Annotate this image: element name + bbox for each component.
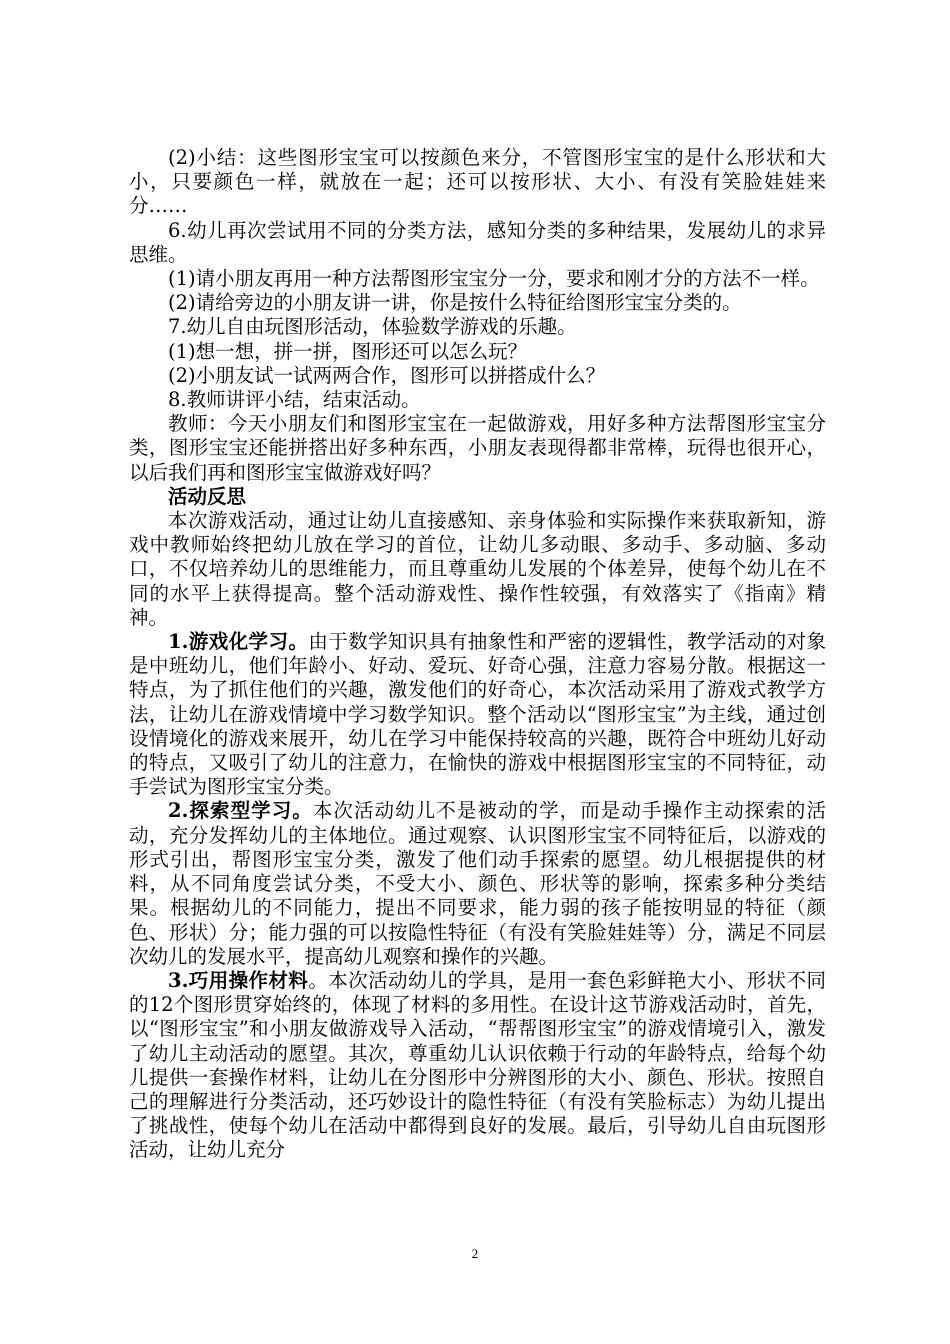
reflection-point-1-text: 由于数学知识具有抽象性和严密的逻辑性，教学活动的对象是中班幼儿，他们年龄小、好动、爱玩、好奇心强，注意力容易分散。根据这一特点，为了抓住他们的兴趣，激发他们的好奇心，本次活动采用了游戏式教学方法，让幼儿在游戏情境中学习数学知识。整个活动以“图形宝宝”为主线，通过创设情境化的游戏来展开，幼儿在学习中能保持较高的兴趣，既符合中班幼儿好动的特点，又吸引了幼儿的注意力，在愉快的游戏中根据图形宝宝的不同特征，动手尝试为图形宝宝分类。 — [129, 630, 826, 799]
reflection-point-3-lead: 3.巧用操作材料 — [168, 968, 309, 992]
reflection-point-2 — [129, 799, 826, 968]
paragraph-step-7: 7.幼儿自由玩图形活动，体验数学游戏的乐趣。 — [168, 315, 577, 339]
document-body — [129, 146, 826, 1163]
reflection-point-2-text: 本次活动幼儿不是被动的学，而是动手操作主动探索的活动，充分发挥幼儿的主体地位。通过观察、认识图形宝宝不同特征后，以游戏的形式引出，帮图形宝宝分类，激发了他们动手探索的愿望。幼儿根据提供的材料，从不同角度尝试分类，不受大小、颜色、形状等的影响，探索多种分类结果。根据幼儿的不同能力，提出不同要求，能力弱的孩子能按明显的特征（颜色、形状）分；能力强的可以按隐性特征（有没有笑脸娃娃等）分，满足不同层次幼儿的发展水平，提高幼儿观察和操作的兴趣。 — [129, 799, 826, 968]
reflection-point-2-lead: 2.探索型学习。 — [168, 799, 313, 823]
paragraph-step-6: 6.幼儿再次尝试用不同的分类方法，感知分类的多种结果，发展幼儿的求异思维。 — [129, 218, 826, 266]
reflection-point-1 — [129, 630, 826, 799]
reflection-point-3 — [129, 969, 826, 1163]
reflection-point-1-lead: 1.游戏化学习。 — [168, 630, 309, 654]
paragraph-step-6-2: (2)请给旁边的小朋友讲一讲，你是按什么特征给图形宝宝分类的。 — [168, 291, 742, 315]
section-title-reflection: 活动反思 — [168, 484, 247, 508]
page-number: 2 — [471, 1246, 479, 1261]
paragraph-step-6-1: (1)请小朋友再用一种方法帮图形宝宝分一分，要求和刚才分的方法不一样。 — [168, 267, 820, 291]
paragraph-step-7-2: (2)小朋友试一试两两合作，图形可以拼搭成什么？ — [168, 363, 606, 387]
reflection-intro: 本次游戏活动，通过让幼儿直接感知、亲身体验和实际操作来获取新知，游戏中教师始终把幼儿放在学习的首位，让幼儿多动眼、多动手、多动脑、多动口，不仅培养幼儿的思维能力，而且尊重幼儿发展的个体差异，使每个幼儿在不同的水平上获得提高。整个活动游戏性、操作性较强，有效落实了《指南》精神。 — [129, 509, 826, 629]
paragraph-step-7-1: (1)想一想，拼一拼，图形还可以怎么玩？ — [168, 339, 528, 363]
reflection-point-3-text: 。本次活动幼儿的学具，是用一套色彩鲜艳大小、形状不同的12个图形贯穿始终的，体现了材料的多用性。在设计这节游戏活动时，首先，以“图形宝宝”和小朋友做游戏导入活动，“帮帮图形宝宝”的游戏情境引入，激发了幼儿主动活动的愿望。其次，尊重幼儿认识依赖于行动的年龄特点，给每个幼儿提供一套操作材料，让幼儿在分图形中分辨图形的大小、颜色、形状。按照自己的理解进行分类活动，还巧妙设计的隐性特征（有没有笑脸标志）为幼儿提出了挑战性，使每个幼儿在活动中都得到良好的发展。最后，引导幼儿自由玩图形活动，让幼儿充分 — [129, 968, 826, 1162]
paragraph-step-8: 8.教师讲评小结，结束活动。 — [168, 388, 421, 412]
paragraph-summary: (2)小结：这些图形宝宝可以按颜色来分，不管图形宝宝的是什么形状和大小，只要颜色一样，就放在一起；还可以按形状、大小、有没有笑脸娃娃来分…… — [129, 146, 826, 218]
paragraph-teacher-remarks: 教师：今天小朋友们和图形宝宝在一起做游戏，用好多种方法帮图形宝宝分类，图形宝宝还能拼搭出好多种东西，小朋友表现得都非常棒，玩得也很开心，以后我们再和图形宝宝做游戏好吗？ — [129, 412, 826, 484]
